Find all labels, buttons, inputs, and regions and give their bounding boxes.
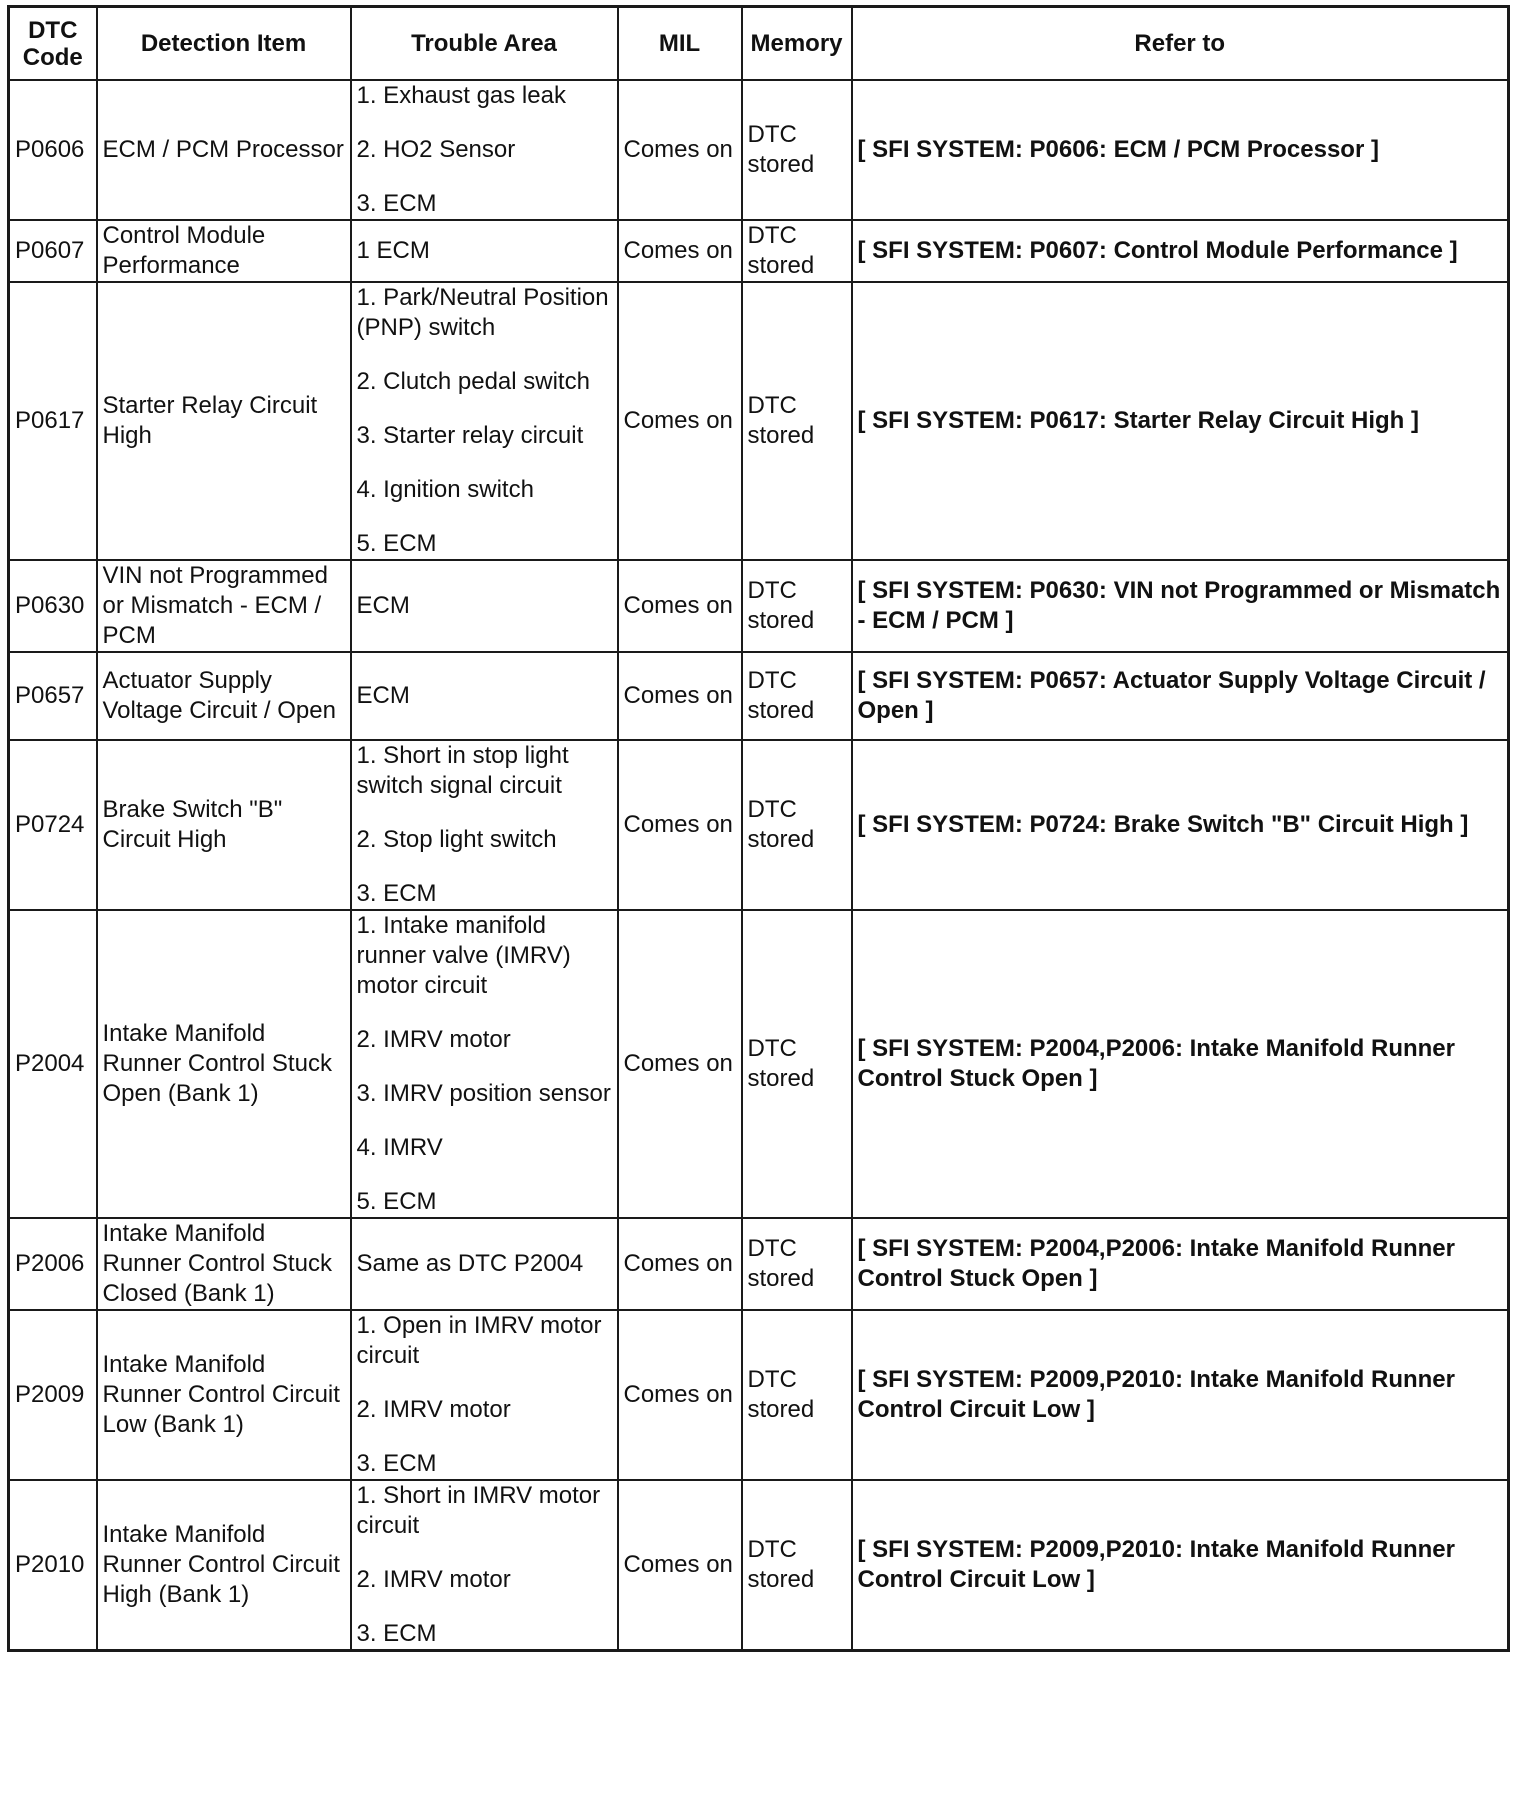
mil-cell: Comes on	[618, 740, 742, 910]
trouble-area-item: 1. Short in IMRV motor circuit	[356, 1482, 601, 1539]
trouble-area-item: 2. IMRV motor	[356, 1026, 511, 1053]
dtc-code-cell: P0606	[9, 80, 97, 220]
table-row	[9, 740, 1509, 910]
dtc-code-cell: P0617	[9, 282, 97, 560]
header-row	[9, 7, 1509, 81]
detection-item-cell: Intake Manifold Runner Control Circuit High (Bank 1)	[97, 1480, 351, 1651]
dtc-code-cell: P0607	[9, 220, 97, 282]
trouble-area-item: 4. Ignition switch	[356, 476, 534, 503]
trouble-area-item: 2. IMRV motor	[356, 1566, 511, 1593]
trouble-area-item: 5. ECM	[356, 530, 437, 557]
memory-cell: DTC stored	[742, 1218, 852, 1310]
trouble-area-list	[357, 1481, 612, 1649]
trouble-area-cell	[351, 282, 618, 560]
trouble-area-cell	[351, 1218, 618, 1310]
table-row	[9, 1480, 1509, 1651]
trouble-area-cell	[351, 80, 618, 220]
memory-cell: DTC stored	[742, 282, 852, 560]
trouble-area-item: 2. Stop light switch	[356, 826, 557, 853]
table-row	[9, 80, 1509, 220]
table-row	[9, 1218, 1509, 1310]
memory-cell: DTC stored	[742, 80, 852, 220]
memory-cell: DTC stored	[742, 652, 852, 740]
detection-item-cell: VIN not Programmed or Mismatch - ECM / PCM	[97, 560, 351, 652]
trouble-area-list	[357, 1249, 612, 1279]
refer-to-cell: [ SFI SYSTEM: P0630: VIN not Programmed or Mismatch - ECM / PCM ]	[852, 560, 1509, 652]
refer-to-cell: [ SFI SYSTEM: P0606: ECM / PCM Processor ]	[852, 80, 1509, 220]
trouble-area-item: 2. Clutch pedal switch	[356, 368, 590, 395]
refer-to-cell: [ SFI SYSTEM: P0724: Brake Switch "B" Circuit High ]	[852, 740, 1509, 910]
dtc-code-cell: P0657	[9, 652, 97, 740]
dtc-code-cell: P2004	[9, 910, 97, 1218]
trouble-area-list	[357, 741, 612, 909]
dtc-code-cell: P2006	[9, 1218, 97, 1310]
mil-cell: Comes on	[618, 1310, 742, 1480]
mil-cell: Comes on	[618, 1218, 742, 1310]
detection-item-cell: Brake Switch "B" Circuit High	[97, 740, 351, 910]
trouble-area-list	[357, 236, 612, 266]
trouble-area-cell	[351, 652, 618, 740]
detection-item-cell: Intake Manifold Runner Control Stuck Open (Bank 1)	[97, 910, 351, 1218]
detection-item-cell: Intake Manifold Runner Control Circuit Low (Bank 1)	[97, 1310, 351, 1480]
refer-to-cell: [ SFI SYSTEM: P0607: Control Module Performance ]	[852, 220, 1509, 282]
trouble-area-cell	[351, 910, 618, 1218]
trouble-area-item: ECM	[356, 592, 410, 619]
table-row	[9, 910, 1509, 1218]
mil-cell: Comes on	[618, 1480, 742, 1651]
trouble-area-item: ECM	[356, 682, 410, 709]
trouble-area-item: 3. Starter relay circuit	[356, 422, 584, 449]
memory-cell: DTC stored	[742, 1480, 852, 1651]
trouble-area-list	[357, 81, 612, 219]
header-detection-item: Detection Item	[97, 7, 351, 81]
refer-to-cell: [ SFI SYSTEM: P0617: Starter Relay Circuit High ]	[852, 282, 1509, 560]
memory-cell: DTC stored	[742, 1310, 852, 1480]
trouble-area-cell	[351, 740, 618, 910]
trouble-area-item: 3. ECM	[356, 1620, 437, 1647]
mil-cell: Comes on	[618, 910, 742, 1218]
refer-to-cell: [ SFI SYSTEM: P2009,P2010: Intake Manifold Runner Control Circuit Low ]	[852, 1480, 1509, 1651]
dtc-code-cell: P0630	[9, 560, 97, 652]
trouble-area-item: Same as DTC P2004	[356, 1250, 584, 1277]
trouble-area-cell	[351, 220, 618, 282]
trouble-area-list	[357, 911, 612, 1217]
header-dtc-code: DTC Code	[9, 7, 97, 81]
trouble-area-item: 1. Intake manifold runner valve (IMRV) motor circuit	[356, 912, 571, 999]
header-trouble-area: Trouble Area	[351, 7, 618, 81]
dtc-table	[7, 5, 1510, 1652]
mil-cell: Comes on	[618, 560, 742, 652]
trouble-area-item: 3. ECM	[356, 1450, 437, 1477]
refer-to-cell: [ SFI SYSTEM: P2004,P2006: Intake Manifold Runner Control Stuck Open ]	[852, 1218, 1509, 1310]
trouble-area-item: 3. ECM	[356, 190, 437, 217]
dtc-code-cell: P2009	[9, 1310, 97, 1480]
trouble-area-cell	[351, 1310, 618, 1480]
trouble-area-item: 1. Park/Neutral Position (PNP) switch	[356, 284, 609, 341]
refer-to-cell: [ SFI SYSTEM: P2004,P2006: Intake Manifold Runner Control Stuck Open ]	[852, 910, 1509, 1218]
table-row	[9, 560, 1509, 652]
trouble-area-list	[357, 283, 612, 559]
dtc-code-cell: P0724	[9, 740, 97, 910]
trouble-area-cell	[351, 1480, 618, 1651]
trouble-area-list	[357, 591, 612, 621]
table-row	[9, 282, 1509, 560]
header-refer-to: Refer to	[852, 7, 1509, 81]
trouble-area-item: 3. IMRV position sensor	[356, 1080, 611, 1107]
trouble-area-cell	[351, 560, 618, 652]
detection-item-cell: ECM / PCM Processor	[97, 80, 351, 220]
mil-cell: Comes on	[618, 282, 742, 560]
memory-cell: DTC stored	[742, 910, 852, 1218]
detection-item-cell: Actuator Supply Voltage Circuit / Open	[97, 652, 351, 740]
trouble-area-item: 1. Exhaust gas leak	[356, 82, 566, 109]
trouble-area-item: 4. IMRV	[356, 1134, 443, 1161]
mil-cell: Comes on	[618, 652, 742, 740]
memory-cell: DTC stored	[742, 560, 852, 652]
trouble-area-item: 2. IMRV motor	[356, 1396, 511, 1423]
header-memory: Memory	[742, 7, 852, 81]
trouble-area-item: 1. Short in stop light switch signal circuit	[356, 742, 569, 799]
mil-cell: Comes on	[618, 80, 742, 220]
trouble-area-list	[357, 1311, 612, 1479]
dtc-table-header	[9, 7, 1509, 81]
detection-item-cell: Control Module Performance	[97, 220, 351, 282]
table-row	[9, 652, 1509, 740]
trouble-area-item: 5. ECM	[356, 1188, 437, 1215]
refer-to-cell: [ SFI SYSTEM: P2009,P2010: Intake Manifold Runner Control Circuit Low ]	[852, 1310, 1509, 1480]
trouble-area-item: 2. HO2 Sensor	[356, 136, 516, 163]
trouble-area-item: 1 ECM	[356, 237, 430, 264]
refer-to-cell: [ SFI SYSTEM: P0657: Actuator Supply Voltage Circuit / Open ]	[852, 652, 1509, 740]
detection-item-cell: Intake Manifold Runner Control Stuck Closed (Bank 1)	[97, 1218, 351, 1310]
detection-item-cell: Starter Relay Circuit High	[97, 282, 351, 560]
dtc-table-body	[9, 80, 1509, 1651]
dtc-code-cell: P2010	[9, 1480, 97, 1651]
table-row	[9, 220, 1509, 282]
header-mil: MIL	[618, 7, 742, 81]
memory-cell: DTC stored	[742, 740, 852, 910]
memory-cell: DTC stored	[742, 220, 852, 282]
mil-cell: Comes on	[618, 220, 742, 282]
trouble-area-item: 1. Open in IMRV motor circuit	[356, 1312, 602, 1369]
table-row	[9, 1310, 1509, 1480]
trouble-area-list	[357, 681, 612, 711]
trouble-area-item: 3. ECM	[356, 880, 437, 907]
